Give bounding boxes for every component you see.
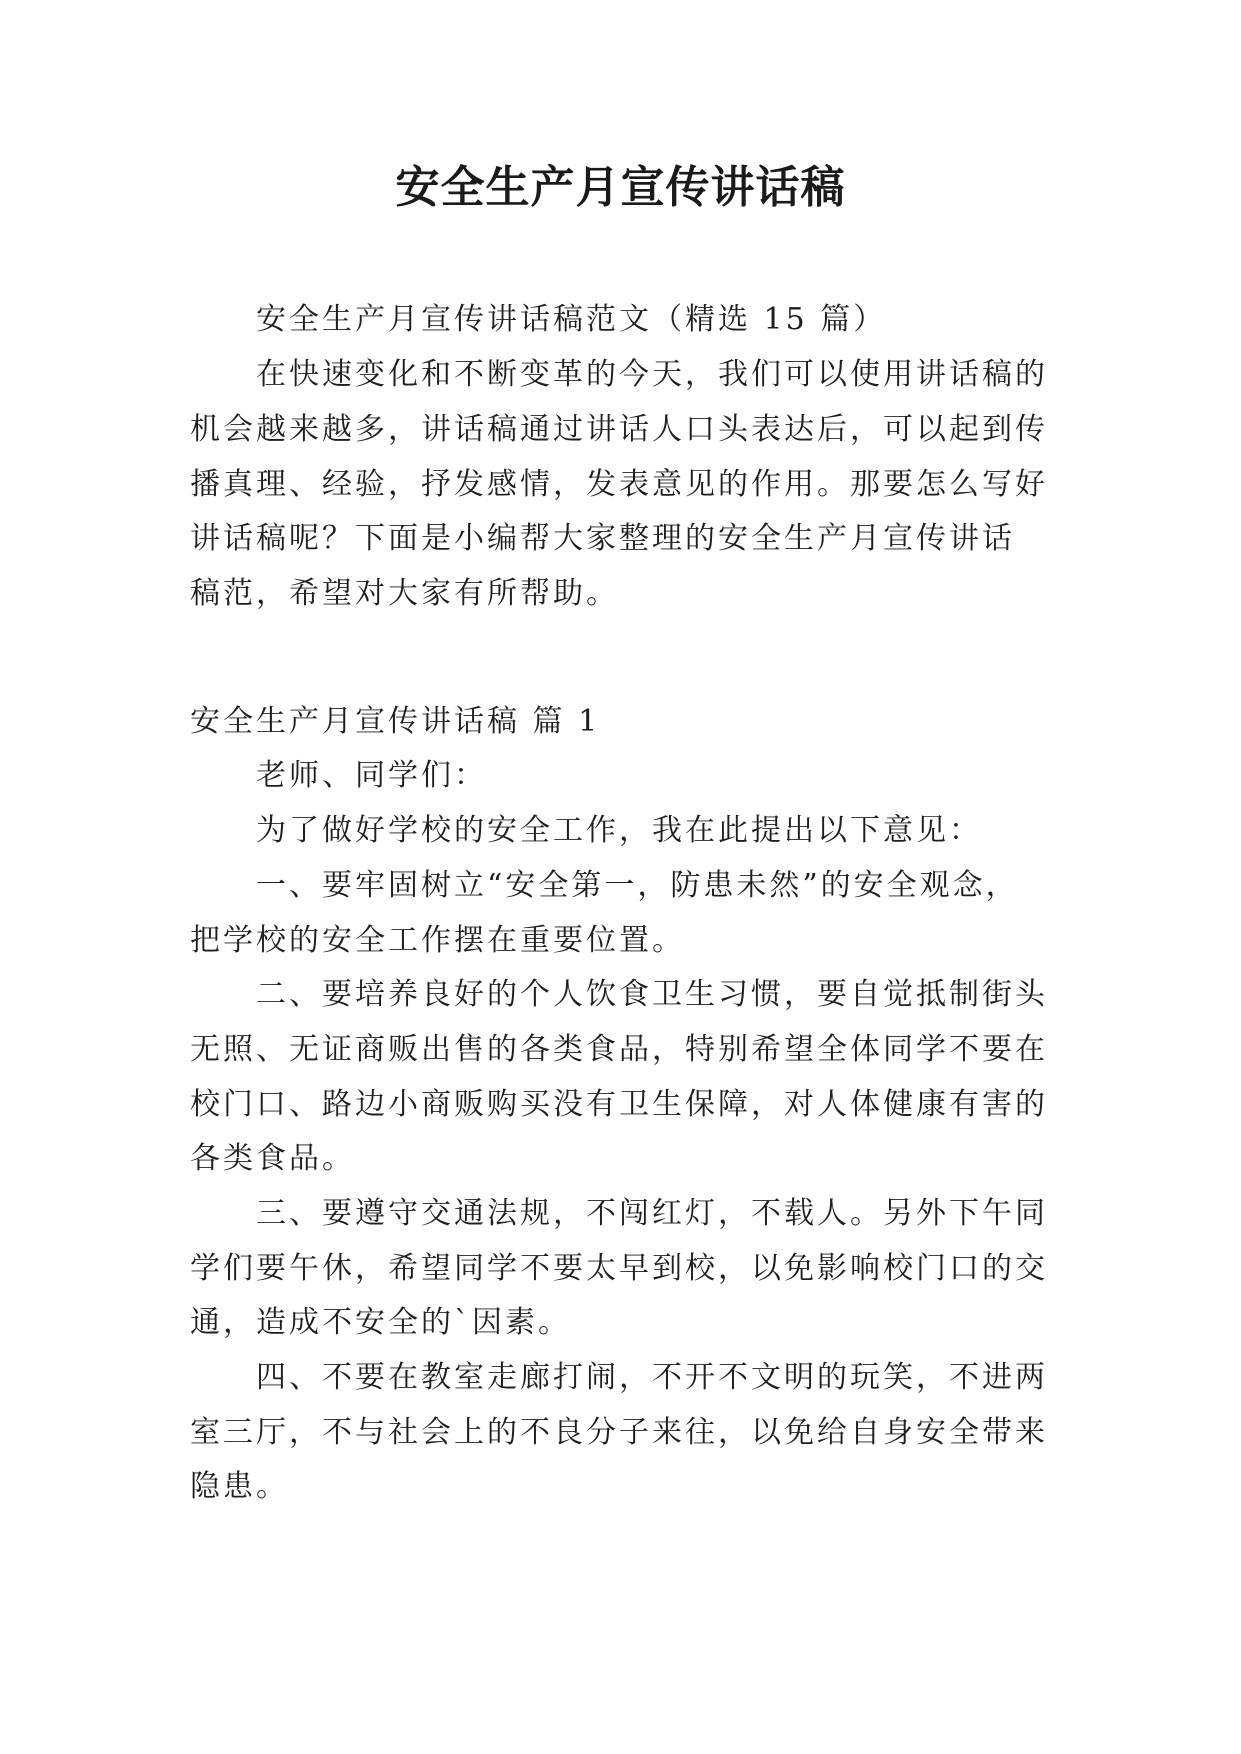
subtitle: 安全生产月宣传讲话稿范文（精选 15 篇） [256, 302, 887, 337]
point-1-line: 一、要牢固树立“安全第一，防患未然”的安全观念， [256, 868, 1019, 903]
intro-line: 讲话稿呢？下面是小编帮大家整理的安全生产月宣传讲话 [190, 521, 1015, 556]
point-4-line: 室三厅，不与社会上的不良分子来往，以免给自身安全带来 [190, 1415, 1048, 1450]
point-2-line: 无照、无证商贩出售的各类食品，特别希望全体同学不要在 [190, 1032, 1048, 1067]
point-4-line: 隐患。 [190, 1469, 289, 1504]
point-1-line: 把学校的安全工作摆在重要位置。 [190, 923, 685, 958]
point-3-line: 三、要遵守交通法规，不闯红灯，不载人。另外下午同 [256, 1196, 1048, 1231]
section-heading: 安全生产月宣传讲话稿 篇 1 [190, 704, 601, 739]
intro-line: 机会越来越多，讲话稿通过讲话人口头表达后，可以起到传 [190, 412, 1048, 447]
opening-line: 为了做好学校的安全工作，我在此提出以下意见： [256, 813, 982, 848]
point-3-line: 通，造成不安全的`因素。 [190, 1305, 571, 1340]
point-2-line: 各类食品。 [190, 1141, 355, 1176]
point-4-line: 四、不要在教室走廊打闹，不开不文明的玩笑，不进两 [256, 1360, 1048, 1395]
greeting: 老师、同学们： [256, 758, 487, 793]
intro-line: 稿范，希望对大家有所帮助。 [190, 576, 619, 611]
point-2-line: 校门口、路边小商贩购买没有卫生保障，对人体健康有害的 [190, 1087, 1048, 1122]
point-3-line: 学们要午休，希望同学不要太早到校，以免影响校门口的交 [190, 1251, 1048, 1286]
point-2-line: 二、要培养良好的个人饮食卫生习惯，要自觉抵制街头 [256, 977, 1048, 1012]
document-title: 安全生产月宣传讲话稿 [395, 162, 846, 213]
intro-line: 在快速变化和不断变革的今天，我们可以使用讲话稿的 [256, 357, 1048, 392]
intro-line: 播真理、经验，抒发感情，发表意见的作用。那要怎么写好 [190, 467, 1048, 502]
